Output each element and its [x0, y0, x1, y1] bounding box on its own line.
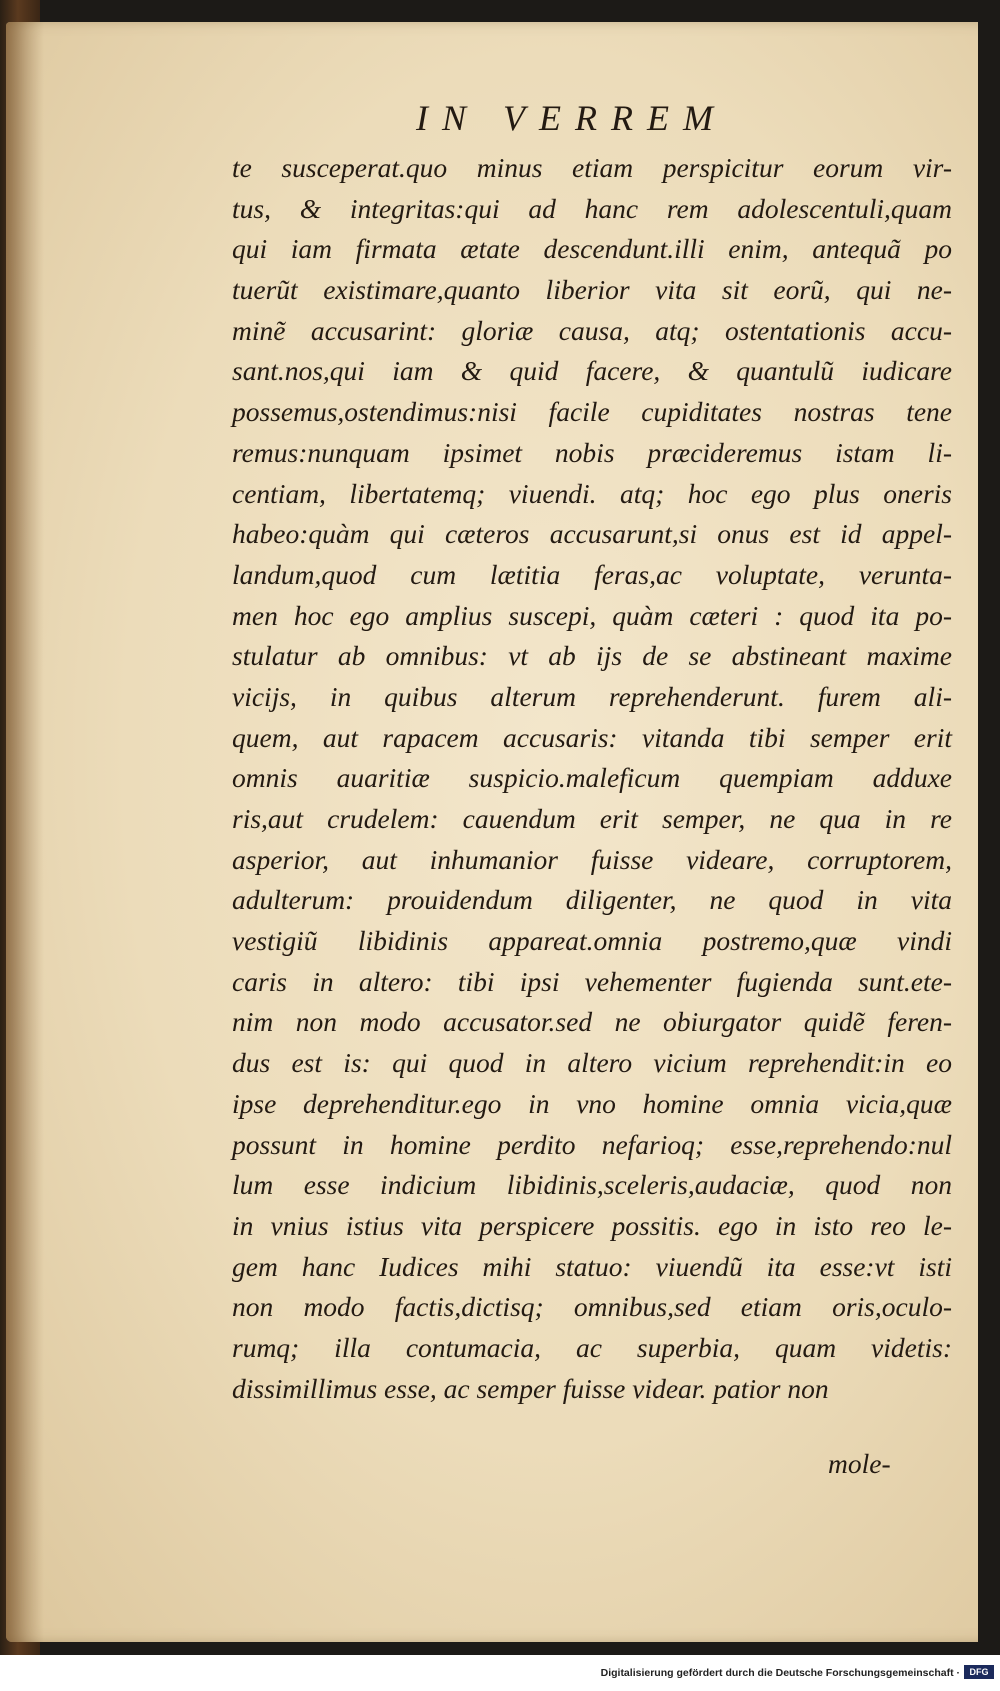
- text-line: vestigiũ libidinis appareat.omnia postremo,quæ vindi: [232, 925, 952, 957]
- text-line: stulatur ab omnibus: vt ab ijs de se abstineant maxime: [232, 640, 952, 672]
- text-line: ipse deprehenditur.ego in vno homine omnia vicia,quæ: [232, 1087, 952, 1119]
- text-line: centiam, libertatemq; viuendi. atq; hoc ego plus oneris: [232, 477, 952, 509]
- text-line: gem hanc Iudices mihi statuo: viuendũ ita esse:vt isti: [232, 1250, 952, 1282]
- text-line: asperior, aut inhumanior fuisse videare, corruptorem,: [232, 843, 952, 875]
- text-line: possunt in homine perdito nefarioq; esse,reprehendo:nul: [232, 1128, 952, 1160]
- text-line: caris in altero: tibi ipsi vehementer fugienda sunt.ete-: [232, 965, 952, 997]
- text-line: men hoc ego amplius suscepi, quàm cæteri : quod ita po-: [232, 599, 952, 631]
- text-line: landum,quod cum lætitia feras,ac voluptate, veruntа-: [232, 558, 952, 590]
- text-line: te susceperat.quo minus etiam perspicitur eorum vir-: [232, 152, 952, 183]
- text-line: sant.nos,qui iam & quid facere, & quantulũ iudicare: [232, 355, 952, 387]
- text-line: dus est is: qui quod in altero vicium reprehendit:in eo: [232, 1047, 952, 1079]
- text-line: non modo factis,dictisq; omnibus,sed etiam oris,oculo-: [232, 1291, 952, 1323]
- running-head: IN VERREM: [416, 98, 727, 138]
- text-line: habeo:quàm qui cæteros accusarunt,si onus est id appel-: [232, 518, 952, 550]
- catchword: mole-: [828, 1448, 891, 1479]
- text-line: tus, & integritas:qui ad hanc rem adolescentuli,quam: [232, 192, 952, 224]
- text-line: remus:nunquam ipsimet nobis præcideremus istam li-: [232, 436, 952, 468]
- text-line: qui iam firmata ætate descendunt.illi enim, antequã po: [232, 233, 952, 265]
- text-line: in vnius istius vita perspicere possitis. ego in isto reo le-: [232, 1209, 952, 1241]
- text-line: dissimillimus esse, ac semper fuisse videar. patior non: [232, 1372, 829, 1404]
- footer-bar: [0, 1655, 1000, 1691]
- text-block: [232, 148, 952, 1409]
- text-line: possemus,ostendimus:nisi facile cupiditates nostras tene: [232, 396, 952, 428]
- text-line: nim non modo accusator.sed ne obiurgator quidẽ feren-: [232, 1006, 952, 1038]
- dfg-logo: DFG: [964, 1665, 994, 1679]
- text-line: quem, aut rapacem accusaris: vitanda tibi semper erit: [232, 721, 952, 753]
- text-line: adulterum: prouidendum diligenter, ne quod in vita: [232, 884, 952, 916]
- text-line: ris,aut crudelem: cauendum erit semper, ne qua in re: [232, 803, 952, 834]
- text-line: vicijs, in quibus alterum reprehenderunt. furem ali-: [232, 680, 952, 712]
- text-line: rumq; illa contumacia, ac superbia, quam videtis:: [232, 1331, 952, 1363]
- text-line: lum esse indicium libidinis,sceleris,audaciæ, quod non: [232, 1169, 952, 1201]
- funding-notice: Digitalisierung gefördert durch die Deutsche Forschungsgemeinschaft ·: [600, 1667, 960, 1679]
- scan-border-right: [978, 0, 1000, 1655]
- page-gutter-shadow: [6, 22, 44, 1642]
- text-line: omnis auaritiæ suspicio.maleficum quempiam adduxe: [232, 762, 952, 794]
- text-line: tuerũt existimare,quanto liberior vita sit eorũ, qui ne-: [232, 274, 952, 306]
- text-line: minẽ accusarint: gloriæ causa, atq; ostentationis accu-: [232, 314, 952, 346]
